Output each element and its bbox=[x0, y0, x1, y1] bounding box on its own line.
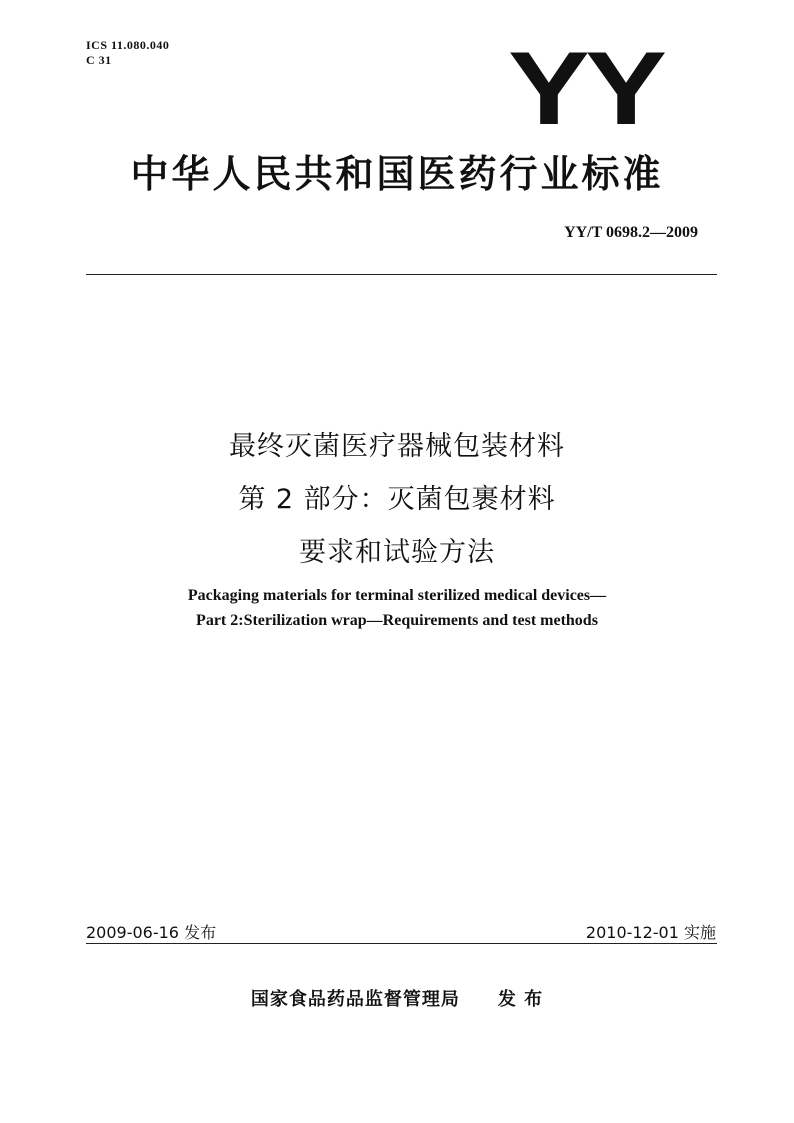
header-divider bbox=[86, 274, 717, 275]
english-title-line-2: Part 2:Sterilization wrap—Requirements and test methods bbox=[196, 612, 598, 629]
issuing-authority bbox=[0, 985, 794, 1011]
implementation-date: 2010-12-01 实施 bbox=[585, 923, 716, 942]
standard-number: YY/T 0698.2—2009 bbox=[564, 224, 698, 241]
issue-label: 发 布 bbox=[497, 989, 544, 1010]
yy-logo: YY bbox=[508, 31, 663, 147]
publish-date: 2009-06-16 发布 bbox=[86, 923, 217, 942]
chinese-title-line-2: 第 2 部分：灭菌包裹材料 bbox=[238, 484, 556, 515]
english-title bbox=[0, 583, 794, 633]
issuer-name: 国家食品药品监督管理局 bbox=[250, 989, 460, 1010]
classification-codes bbox=[86, 38, 169, 68]
chinese-title bbox=[0, 420, 794, 579]
chinese-title-line-3: 要求和试验方法 bbox=[299, 537, 495, 568]
footer-divider bbox=[86, 943, 717, 944]
chinese-title-line-1: 最终灭菌医疗器械包装材料 bbox=[229, 431, 565, 462]
ccs-code: C 31 bbox=[86, 53, 112, 67]
english-title-line-1: Packaging materials for terminal sterilized medical devices— bbox=[187, 587, 607, 604]
standard-organization-title: 中华人民共和国医药行业标准 bbox=[130, 152, 664, 196]
ics-code: ICS 11.080.040 bbox=[86, 38, 170, 52]
